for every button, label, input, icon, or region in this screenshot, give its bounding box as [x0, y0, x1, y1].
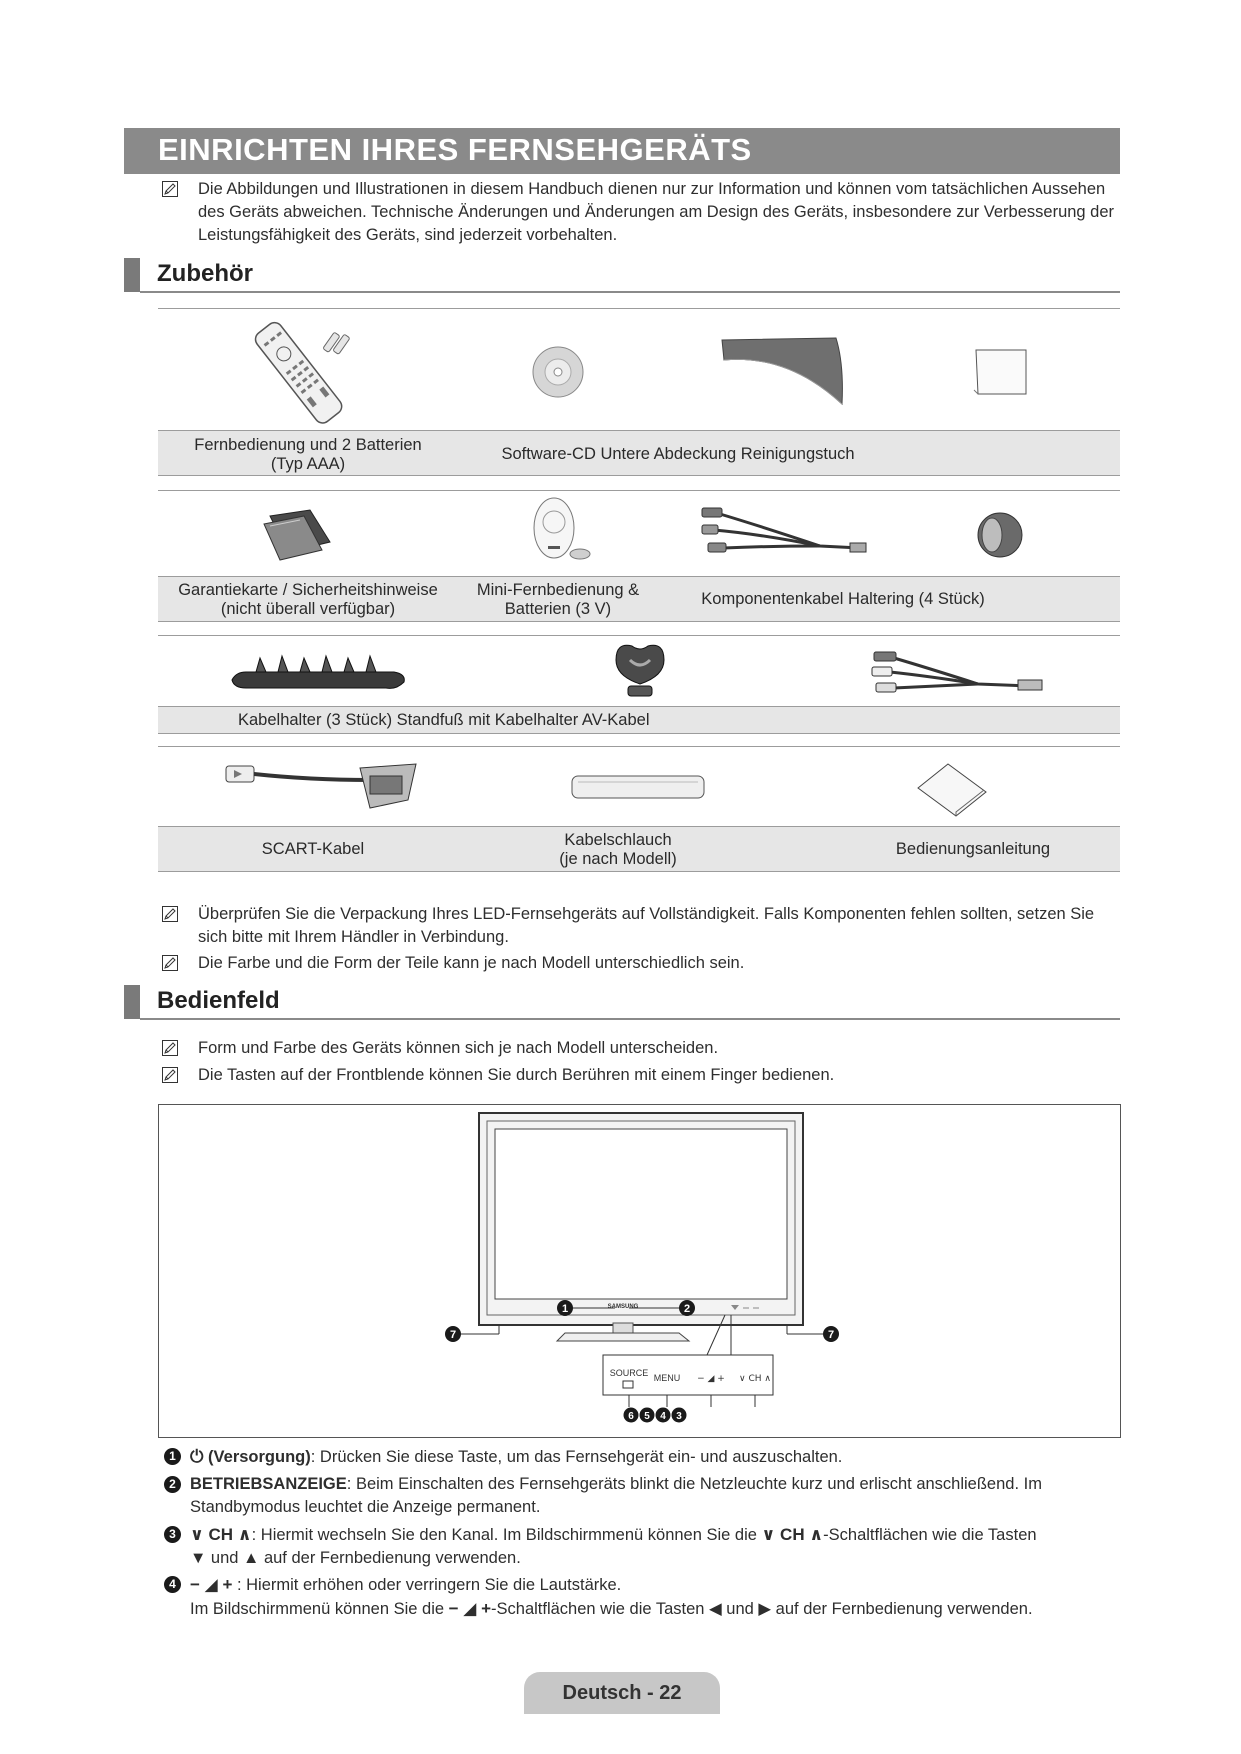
color-shape-note: Die Farbe und die Form der Teile kann je nach Modell unterschiedlich sein. — [162, 952, 1122, 975]
volume-icon: − ◢ + — [190, 1575, 233, 1594]
section-title-bar — [124, 128, 1120, 174]
callout-badge: 3 — [164, 1526, 181, 1543]
channel-icon: ∨ CH ∧ — [190, 1525, 252, 1544]
description-item-indicator: 2 BETRIEBSANZEIGE: Beim Einschalten des Fernsehgeräts blinkt die Netzleuchte kurz und erlischt anschließend. Im Standbymodus leuchtet die Anzeige permanent. — [164, 1473, 1124, 1519]
cleaning-cloth-image — [970, 346, 1030, 398]
completeness-note: Überprüfen Sie die Verpackung Ihres LED-Fernsehgeräts auf Vollständigkeit. Falls Komponenten fehlen sollten, setzen Sie sich bitte mit Ihrem Händler in Verbindung. — [162, 903, 1122, 949]
scart-cable-image — [220, 760, 420, 816]
note-icon — [162, 1040, 178, 1056]
user-manual-image — [914, 760, 990, 820]
intro-note-line: Leistungsfähigkeit des Geräts, sind jederzeit vorbehalten. — [198, 226, 618, 244]
page-number-tab — [524, 1672, 720, 1714]
tv-illustration — [159, 1105, 1120, 1437]
caption-component-cable-ring: Komponentenkabel Haltering (4 Stück) — [701, 590, 985, 608]
bottom-cover-image — [718, 334, 848, 410]
panel-note-1: Form und Farbe des Geräts können sich je nach Modell unterscheiden. — [162, 1037, 1122, 1060]
channel-icon: ∨ CH ∧ — [761, 1525, 824, 1544]
control-panel-diagram — [158, 1104, 1121, 1438]
description-item-volume: 4 − ◢ + : Hiermit erhöhen oder verringern Sie die Lautstärke. Im Bildschirmmenü können Sie die − ◢ +-Schaltflächen wie die Tasten ◀ und ▶ auf der Fernbedienung verwenden. — [164, 1573, 1124, 1619]
intro-note-line: Die Abbildungen und Illustrationen in diesem Handbuch dienen nur zur Information und können vom tatsächlichen Aussehen — [198, 180, 1106, 198]
page-title: EINRICHTEN IHRES FERNSEHGERÄTS — [158, 132, 752, 167]
note-icon — [162, 955, 178, 971]
panel-note-2: Die Tasten auf der Frontblende können Sie durch Berühren mit einem Finger bedienen. — [162, 1064, 1122, 1087]
volume-button-label: − ◢ + — [697, 1374, 725, 1384]
stand-with-cable-holder-image — [610, 640, 670, 702]
description-item-channel: 3 ∨ CH ∧: Hiermit wechseln Sie den Kanal. Im Bildschirmmenü können Sie die ∨ CH ∧-Schaltflächen wie die Tasten ▼ und ▲ auf der Fernbedienung verwenden. — [164, 1523, 1124, 1569]
cable-tube-image — [568, 770, 708, 804]
accessories-caption-row-2 — [158, 576, 1120, 622]
svg-text:3: 3 — [676, 1411, 682, 1422]
caption-user-manual: Bedienungsanleitung — [895, 840, 1051, 858]
caption-holder-stand-av: Kabelhalter (3 Stück) Standfuß mit Kabelhalter AV-Kabel — [238, 711, 650, 729]
svg-text:7: 7 — [827, 1329, 835, 1341]
caption-cable-tube: Kabelschlauch (je nach Modell) — [559, 831, 677, 868]
caption-mini-remote: Mini-Fernbedienung & Batterien (3 V) — [476, 581, 640, 618]
cable-holder-image — [226, 650, 410, 694]
control-panel-heading-text: Bedienfeld — [157, 987, 280, 1014]
accessories-heading — [124, 258, 1122, 292]
callout-badge: 4 — [164, 1576, 181, 1593]
software-cd-image — [530, 344, 586, 400]
svg-text:4: 4 — [660, 1411, 666, 1422]
note-icon — [162, 181, 178, 197]
source-button-label: SOURCE — [609, 1368, 649, 1378]
accessories-caption-row-3 — [158, 706, 1120, 734]
accessories-heading-text: Zubehör — [157, 260, 253, 287]
intro-note-line: des Geräts abweichen. Technische Änderungen und Änderungen am Design des Geräts, insbesondere zur Verbesserung der — [198, 203, 1115, 221]
svg-text:7: 7 — [449, 1329, 457, 1341]
caption-scart-cable: SCART-Kabel — [261, 840, 365, 858]
accessories-caption-row-4 — [158, 826, 1120, 872]
mini-remote-image — [524, 494, 596, 566]
brand-logo: SAMSUNG — [607, 1304, 639, 1310]
caption-warranty-card: Garantiekarte / Sicherheitshinweise (nicht überall verfügbar) — [178, 581, 438, 618]
warranty-card-image — [262, 506, 332, 562]
accessories-caption-row-1 — [158, 430, 1120, 476]
control-panel-heading — [124, 985, 1122, 1019]
note-icon — [162, 1067, 178, 1083]
holder-ring-image — [970, 510, 1030, 560]
page-number-label: Deutsch - 22 — [562, 1682, 682, 1704]
channel-button-label: ∨ CH ∧ — [739, 1374, 771, 1384]
av-cable-image — [868, 648, 1048, 698]
component-cable-image — [700, 504, 870, 560]
svg-text:5: 5 — [644, 1411, 650, 1422]
svg-text:1: 1 — [561, 1303, 569, 1315]
power-icon: ⏻ — [190, 1447, 204, 1466]
note-icon — [162, 906, 178, 922]
svg-text:6: 6 — [628, 1411, 634, 1422]
intro-note — [162, 178, 1122, 250]
caption-cd-cover-cloth: Software-CD Untere Abdeckung Reinigungstuch — [501, 445, 855, 463]
svg-text:2: 2 — [683, 1303, 691, 1315]
callout-badge: 1 — [164, 1448, 181, 1465]
caption-remote: Fernbedienung und 2 Batterien (Typ AAA) — [194, 436, 422, 473]
callout-badge: 2 — [164, 1476, 181, 1493]
volume-icon: − ◢ + — [448, 1599, 492, 1618]
menu-button-label: MENU — [653, 1373, 681, 1383]
remote-control-image — [240, 318, 360, 428]
description-item-power: 1 ⏻ (Versorgung): Drücken Sie diese Taste, um das Fernsehgerät ein- und auszuschalten. — [164, 1445, 1124, 1468]
